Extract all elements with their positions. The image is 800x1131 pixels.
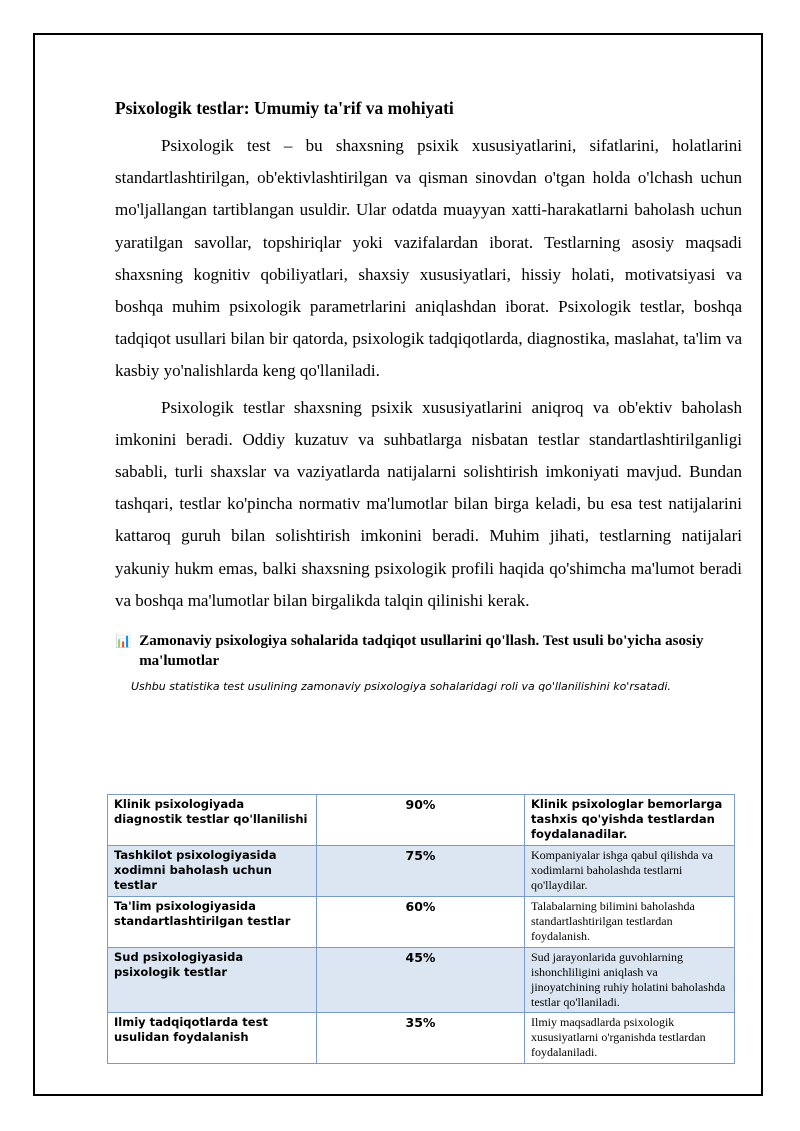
note-cell: Kompaniyalar ishga qabul qilishda va xodimlarni baholashda testlarni qo'llaydilar.: [525, 846, 735, 897]
table-row: [108, 795, 735, 846]
area-cell: Klinik psixologiyada diagnostik testlar qo'llanilishi: [108, 795, 317, 846]
area-cell: Tashkilot psixologiyasida xodimni baholash uchun testlar: [108, 846, 317, 897]
section-heading-text: Zamonaviy psixologiya sohalarida tadqiqot usullarini qo'llash. Test usuli bo'yicha asosiy ma'lumotlar: [139, 633, 704, 670]
area-cell: Ta'lim psixologiyasida standartlashtirilgan testlar: [108, 897, 317, 948]
statistics-table: [107, 794, 735, 1064]
document-body: [115, 96, 742, 695]
table-row: [108, 846, 735, 897]
table-row: [108, 1013, 735, 1064]
table-row: [108, 897, 735, 948]
section-heading: [115, 631, 742, 671]
note-cell: Sud jarayonlarida guvohlarning ishonchliligini aniqlash va jinoyatchining ruhiy holatini baholashda testlar qo'llaniladi.: [525, 948, 735, 1013]
percent-cell: 90%: [317, 795, 525, 846]
percent-cell: 35%: [317, 1013, 525, 1064]
percent-cell: 45%: [317, 948, 525, 1013]
note-cell: Klinik psixologlar bemorlarga tashxis qo'yishda testlardan foydalanadilar.: [525, 795, 735, 846]
percent-cell: 75%: [317, 846, 525, 897]
note-cell: Talabalarning bilimini baholashda standartlashtirilgan testlardan foydalanish.: [525, 897, 735, 948]
page-title: Psixologik testlar: Umumiy ta'rif va mohiyati: [115, 98, 454, 118]
table-row: [108, 948, 735, 1013]
paragraph-2: Psixologik testlar shaxsning psixik xususiyatlarini aniqroq va ob'ektiv baholash imkonini beradi. Oddiy kuzatuv va suhbatlarga nisbatan testlar standartlashtirilganligi sababli, turli shaxslar va vaziyatlarda natijalarni solishtirish imkoniyati mavjud. Bundan tashqari, testlar ko'pincha normativ ma'lumotlar bilan birga keladi, bu esa test natijalarini kattaroq guruh bilan solishtirish imkonini beradi. Muhim jihati, testlarning natijalari yakuniy hukm emas, balki shaxsning psixologik profili haqida qo'shimcha ma'lumot beradi va boshqa ma'lumotlar bilan birgalikda talqin qilinishi kerak.: [115, 397, 742, 610]
note-cell: Ilmiy maqsadlarda psixologik xususiyatlarni o'rganishda testlardan foydalaniladi.: [525, 1013, 735, 1064]
percent-cell: 60%: [317, 897, 525, 948]
table-caption: Ushbu statistika test usulining zamonaviy psixologiya sohalaridagi roli va qo'llanilishini ko'rsatadi.: [131, 680, 671, 694]
bar-chart-icon: 📊: [115, 633, 132, 649]
area-cell: Ilmiy tadqiqotlarda test usulidan foydalanish: [108, 1013, 317, 1064]
paragraph-1: Psixologik test – bu shaxsning psixik xususiyatlarini, sifatlarini, holatlarini standartlashtirilgan, ob'ektivlashtirilgan va qisman sinovdan o'tgan holda o'lchash uchun mo'ljallangan tartiblangan usuldir. Ular odatda muayyan xatti-harakatlarni baholash uchun yaratilgan savollar, topshiriqlar yoki vazifalardan iborat. Testlarning asosiy maqsadi shaxsning kognitiv qobiliyatlari, shaxsiy xususiyatlari, hissiy holati, motivatsiyasi va boshqa muhim psixologik parametrlarini aniqlashdan iborat. Psixologik testlar, boshqa tadqiqot usullari bilan bir qatorda, psixologik tadqiqotlarda, diagnostika, maslahat, ta'lim va kasbiy yo'nalishlarda keng qo'llaniladi.: [115, 136, 742, 381]
area-cell: Sud psixologiyasida psixologik testlar: [108, 948, 317, 1013]
